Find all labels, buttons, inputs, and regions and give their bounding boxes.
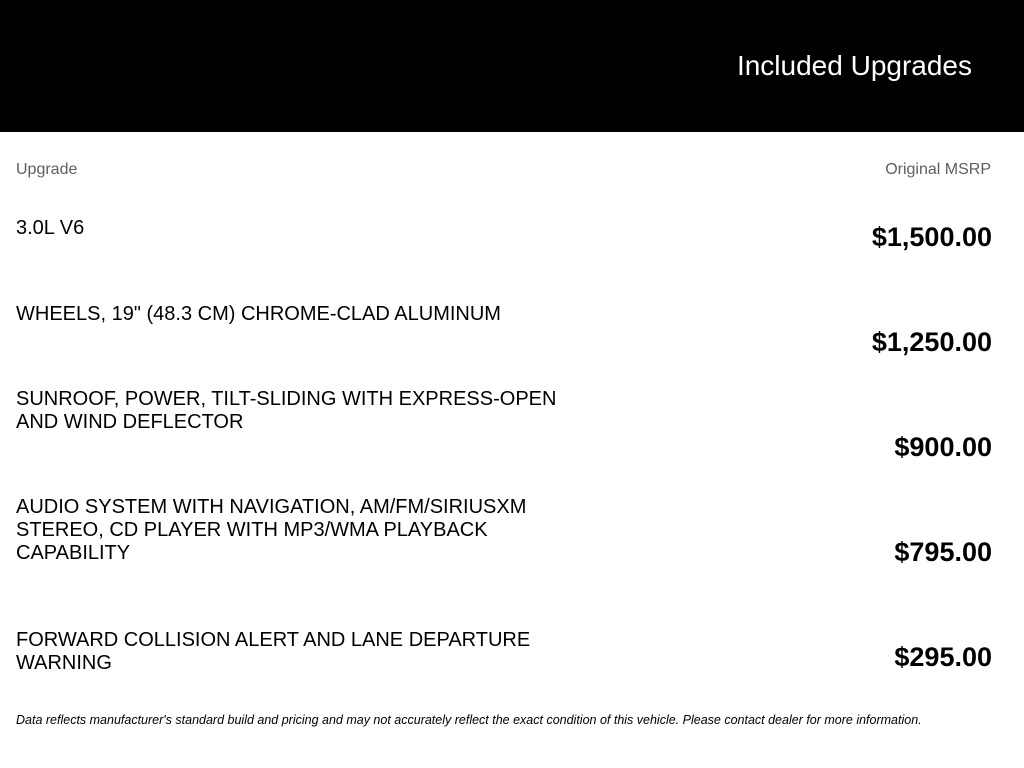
upgrade-name: 3.0L V6 [16, 217, 85, 239]
page-title: Included Upgrades [736, 50, 972, 81]
upgrade-name: FORWARD COLLISION ALERT AND LANE DEPARTURE WARNING [16, 629, 531, 674]
upgrade-row [0, 617, 1024, 722]
upgrade-price: $795.00 [894, 537, 992, 567]
upgrade-name: AUDIO SYSTEM WITH NAVIGATION, AM/FM/SIRIUSXM STEREO, CD PLAYER WITH MP3/WMA PLAYBACK CAPABILITY [16, 496, 527, 564]
upgrade-price: $1,250.00 [871, 327, 992, 357]
upgrade-price: $900.00 [894, 432, 992, 462]
upgrade-name: SUNROOF, POWER, TILT-SLIDING WITH EXPRESS-OPEN AND WIND DEFLECTOR [16, 388, 557, 433]
upgrade-row [0, 376, 1024, 481]
upgrade-price: $295.00 [894, 642, 992, 672]
upgrade-price: $1,500.00 [871, 222, 992, 252]
column-header-upgrade: Upgrade [16, 161, 78, 178]
disclaimer-text: Data reflects manufacturer's standard build and pricing and may not accurately reflect the exact condition of this vehicle. Please contact dealer for more information. [16, 713, 922, 727]
column-header-msrp: Original MSRP [885, 161, 991, 178]
upgrade-name: WHEELS, 19" (48.3 CM) CHROME-CLAD ALUMINUM [16, 303, 501, 325]
upgrade-row [0, 485, 1024, 590]
header-bar [0, 0, 1024, 132]
